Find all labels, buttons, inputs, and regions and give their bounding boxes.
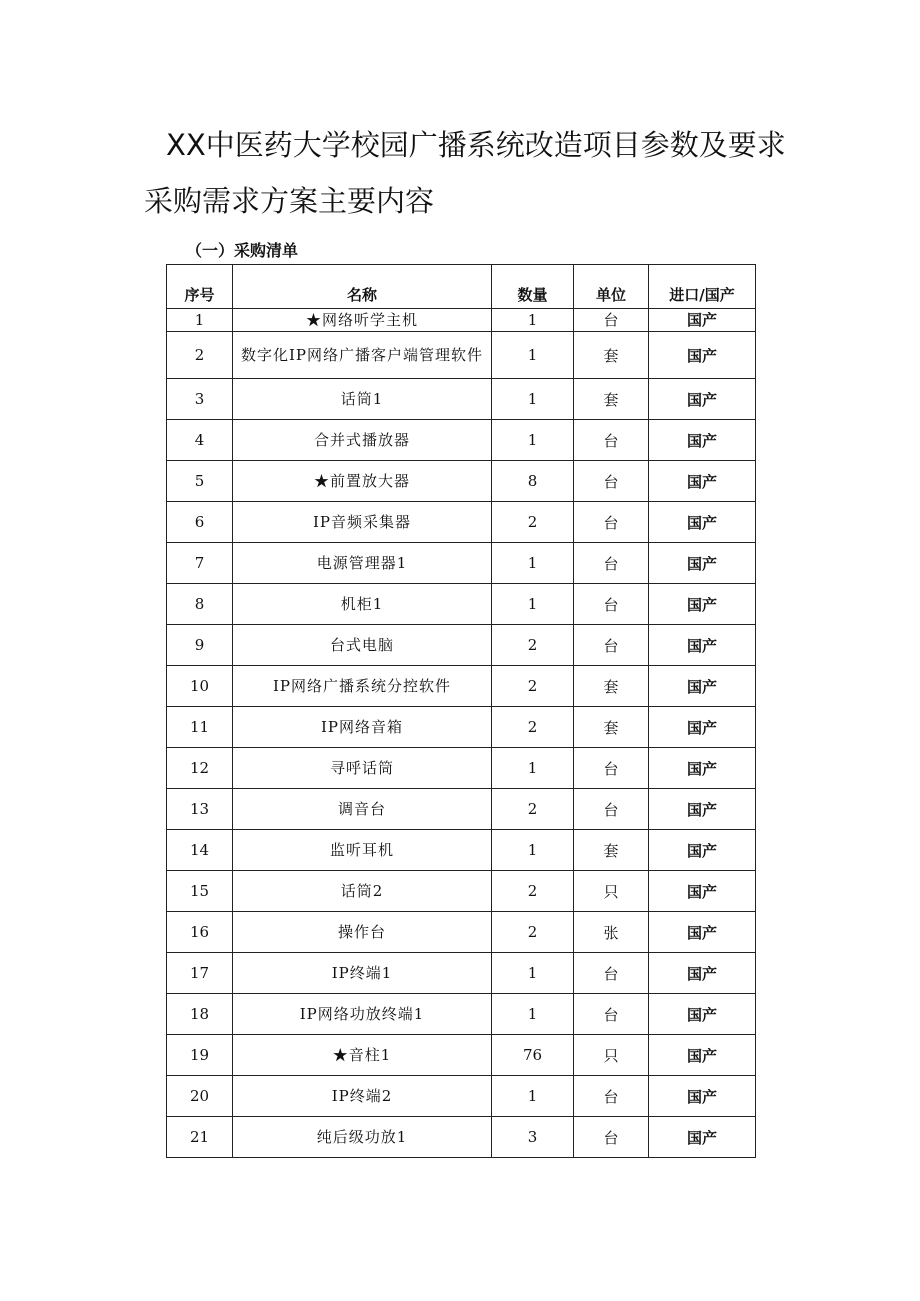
cell-origin: 国产	[649, 830, 756, 871]
cell-origin: 国产	[649, 543, 756, 584]
cell-number: 21	[167, 1117, 233, 1158]
cell-origin: 国产	[649, 666, 756, 707]
cell-origin: 国产	[649, 461, 756, 502]
header-number: 序号	[167, 265, 233, 309]
cell-name: IP网络功放终端1	[233, 994, 492, 1035]
cell-origin: 国产	[649, 871, 756, 912]
cell-origin: 国产	[649, 912, 756, 953]
cell-unit: 台	[574, 953, 649, 994]
cell-name: 台式电脑	[233, 625, 492, 666]
cell-unit: 只	[574, 1035, 649, 1076]
cell-name: 话筒2	[233, 871, 492, 912]
cell-name: IP网络广播系统分控软件	[233, 666, 492, 707]
cell-number: 11	[167, 707, 233, 748]
table-row	[167, 543, 756, 584]
cell-origin: 国产	[649, 707, 756, 748]
table-row	[167, 332, 756, 379]
cell-origin: 国产	[649, 1117, 756, 1158]
cell-number: 14	[167, 830, 233, 871]
table-row	[167, 309, 756, 332]
cell-number: 17	[167, 953, 233, 994]
cell-quantity: 8	[492, 461, 574, 502]
cell-name: 电源管理器1	[233, 543, 492, 584]
cell-origin: 国产	[649, 332, 756, 379]
cell-quantity: 1	[492, 420, 574, 461]
table-row	[167, 584, 756, 625]
cell-unit: 台	[574, 789, 649, 830]
cell-unit: 套	[574, 707, 649, 748]
cell-origin: 国产	[649, 953, 756, 994]
table-body	[167, 309, 756, 1158]
cell-unit: 台	[574, 1117, 649, 1158]
table-row	[167, 502, 756, 543]
header-origin: 进口/国产	[649, 265, 756, 309]
cell-quantity: 2	[492, 502, 574, 543]
cell-origin: 国产	[649, 748, 756, 789]
cell-unit: 套	[574, 666, 649, 707]
cell-origin: 国产	[649, 1076, 756, 1117]
cell-unit: 台	[574, 543, 649, 584]
cell-unit: 台	[574, 461, 649, 502]
table-row	[167, 461, 756, 502]
cell-number: 20	[167, 1076, 233, 1117]
cell-name: 监听耳机	[233, 830, 492, 871]
cell-number: 15	[167, 871, 233, 912]
cell-quantity: 3	[492, 1117, 574, 1158]
table-row	[167, 379, 756, 420]
table-row	[167, 871, 756, 912]
cell-origin: 国产	[649, 625, 756, 666]
cell-quantity: 1	[492, 994, 574, 1035]
cell-origin: 国产	[649, 309, 756, 332]
cell-number: 6	[167, 502, 233, 543]
cell-number: 10	[167, 666, 233, 707]
cell-number: 3	[167, 379, 233, 420]
table-row	[167, 707, 756, 748]
procurement-table	[166, 264, 756, 1158]
section-heading: （一）采购清单	[186, 241, 299, 260]
cell-unit: 台	[574, 309, 649, 332]
header-unit: 单位	[574, 265, 649, 309]
table-row	[167, 1117, 756, 1158]
cell-quantity: 1	[492, 543, 574, 584]
cell-quantity: 2	[492, 871, 574, 912]
cell-name: 数字化IP网络广播客户端管理软件	[233, 332, 492, 379]
cell-quantity: 1	[492, 1076, 574, 1117]
cell-name: 话筒1	[233, 379, 492, 420]
cell-unit: 台	[574, 1076, 649, 1117]
cell-name: 寻呼话筒	[233, 748, 492, 789]
cell-unit: 台	[574, 748, 649, 789]
cell-quantity: 1	[492, 309, 574, 332]
cell-quantity: 2	[492, 625, 574, 666]
cell-number: 9	[167, 625, 233, 666]
cell-quantity: 76	[492, 1035, 574, 1076]
cell-name: 合并式播放器	[233, 420, 492, 461]
table-row	[167, 953, 756, 994]
table-row	[167, 625, 756, 666]
cell-number: 2	[167, 332, 233, 379]
cell-name: ★音柱1	[233, 1035, 492, 1076]
cell-name: ★网络听学主机	[233, 309, 492, 332]
cell-number: 18	[167, 994, 233, 1035]
cell-number: 13	[167, 789, 233, 830]
cell-quantity: 1	[492, 748, 574, 789]
document-title: XX中医药大学校园广播系统改造项目参数及要求	[166, 128, 786, 162]
header-name: 名称	[233, 265, 492, 309]
cell-unit: 台	[574, 420, 649, 461]
cell-number: 19	[167, 1035, 233, 1076]
cell-origin: 国产	[649, 994, 756, 1035]
table-row	[167, 748, 756, 789]
table-row	[167, 666, 756, 707]
cell-number: 7	[167, 543, 233, 584]
table-row	[167, 789, 756, 830]
cell-name: 机柜1	[233, 584, 492, 625]
table-row	[167, 994, 756, 1035]
cell-name: IP终端1	[233, 953, 492, 994]
cell-unit: 台	[574, 994, 649, 1035]
cell-name: IP网络音箱	[233, 707, 492, 748]
cell-name: IP终端2	[233, 1076, 492, 1117]
cell-name: 纯后级功放1	[233, 1117, 492, 1158]
cell-origin: 国产	[649, 1035, 756, 1076]
table-row	[167, 830, 756, 871]
cell-number: 1	[167, 309, 233, 332]
cell-quantity: 1	[492, 584, 574, 625]
cell-unit: 套	[574, 332, 649, 379]
header-quantity: 数量	[492, 265, 574, 309]
cell-number: 4	[167, 420, 233, 461]
cell-name: 调音台	[233, 789, 492, 830]
cell-origin: 国产	[649, 420, 756, 461]
cell-unit: 张	[574, 912, 649, 953]
cell-unit: 台	[574, 584, 649, 625]
table-row	[167, 1035, 756, 1076]
cell-origin: 国产	[649, 502, 756, 543]
cell-quantity: 2	[492, 912, 574, 953]
cell-quantity: 1	[492, 332, 574, 379]
cell-unit: 台	[574, 625, 649, 666]
cell-name: IP音频采集器	[233, 502, 492, 543]
cell-quantity: 1	[492, 830, 574, 871]
cell-unit: 台	[574, 502, 649, 543]
cell-number: 12	[167, 748, 233, 789]
table-row	[167, 420, 756, 461]
cell-number: 16	[167, 912, 233, 953]
cell-origin: 国产	[649, 584, 756, 625]
cell-quantity: 2	[492, 707, 574, 748]
table-row	[167, 912, 756, 953]
document-subtitle: 采购需求方案主要内容	[144, 184, 435, 218]
cell-quantity: 2	[492, 666, 574, 707]
cell-name: ★前置放大器	[233, 461, 492, 502]
cell-quantity: 2	[492, 789, 574, 830]
cell-number: 8	[167, 584, 233, 625]
cell-unit: 只	[574, 871, 649, 912]
cell-origin: 国产	[649, 379, 756, 420]
table-row	[167, 1076, 756, 1117]
cell-quantity: 1	[492, 379, 574, 420]
cell-unit: 套	[574, 379, 649, 420]
cell-name: 操作台	[233, 912, 492, 953]
table-header-row	[167, 265, 756, 309]
cell-origin: 国产	[649, 789, 756, 830]
cell-unit: 套	[574, 830, 649, 871]
cell-number: 5	[167, 461, 233, 502]
cell-quantity: 1	[492, 953, 574, 994]
